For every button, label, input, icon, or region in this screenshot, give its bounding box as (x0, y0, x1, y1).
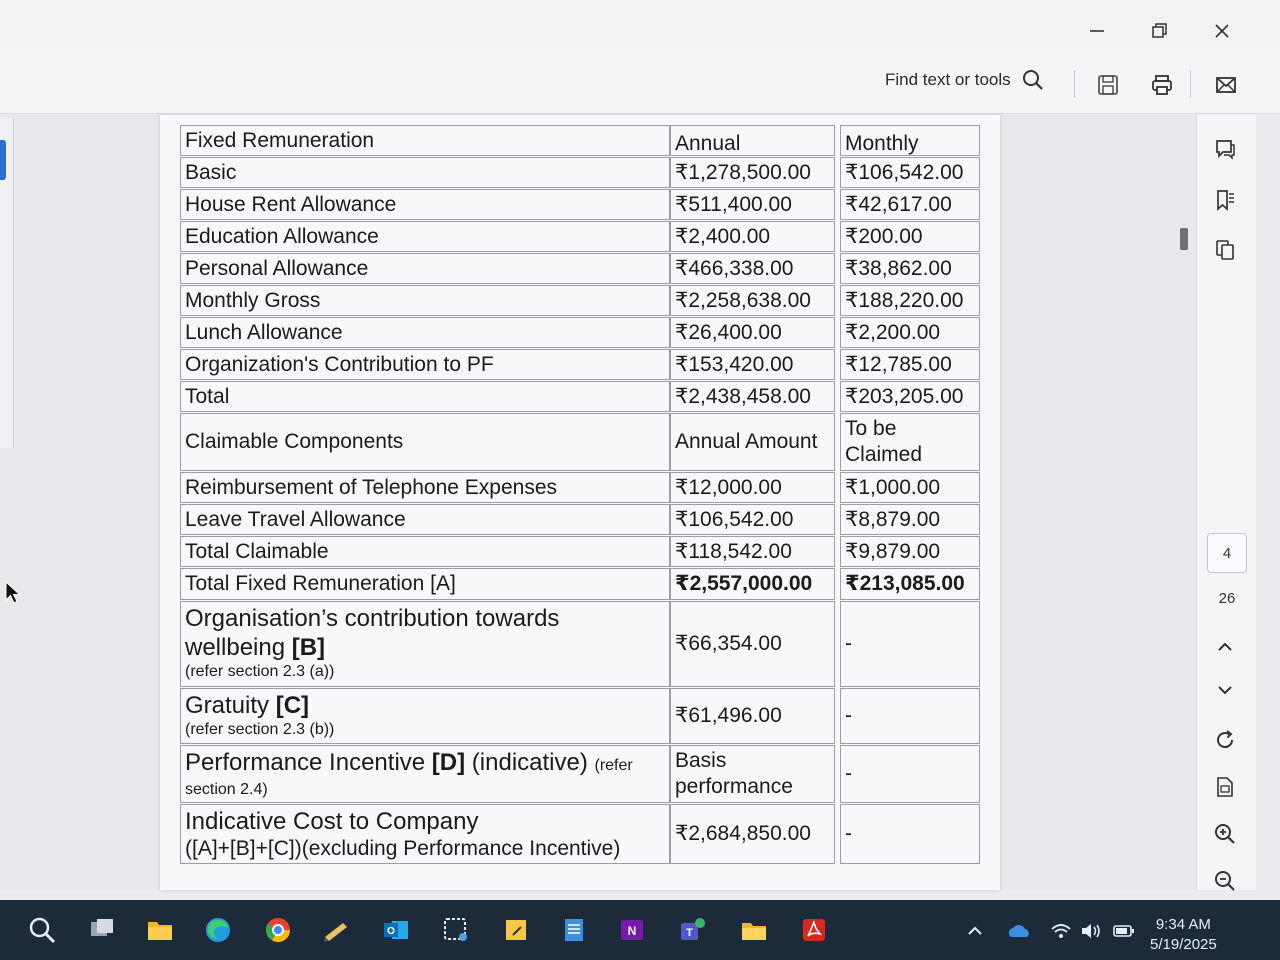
table-cell: Claimable Components (180, 413, 670, 471)
incentive-note: section 2.4) (185, 781, 268, 798)
previous-page-icon[interactable] (1208, 630, 1242, 664)
folder-icon[interactable] (736, 912, 772, 948)
table-cell: Basic (180, 157, 670, 188)
onenote-icon[interactable] (614, 912, 650, 948)
table-cell (670, 745, 835, 803)
incentive-indicative: (indicative) (465, 749, 595, 776)
comment-icon[interactable] (1208, 132, 1242, 166)
table-cell: ₹213,085.00 (840, 568, 980, 600)
table-cell: ₹466,338.00 (670, 253, 835, 284)
incentive-refer: (refer (594, 757, 633, 774)
gratuity-tag: [C] (275, 692, 310, 719)
minimize-button[interactable] (1077, 14, 1117, 48)
zoom-out-icon[interactable] (1208, 864, 1242, 898)
svg-text:O: O (387, 926, 395, 937)
table-cell: ₹8,879.00 (840, 504, 980, 535)
table-cell: ₹2,400.00 (670, 221, 835, 252)
svg-text:T: T (686, 927, 693, 939)
table-header-row (180, 125, 980, 156)
table-cell: ₹2,258,638.00 (670, 285, 835, 316)
table-row-total-fixed (180, 568, 980, 600)
table-cell: ₹118,542.00 (670, 536, 835, 567)
svg-text:N: N (627, 924, 637, 938)
left-panel-indicator (0, 140, 6, 180)
table-cell: Fixed Remuneration (180, 125, 670, 156)
ctc-line1: Indicative Cost to Company (185, 808, 479, 835)
table-row (180, 381, 980, 412)
wellbeing-tag: [B] (291, 634, 326, 661)
edge-browser-icon[interactable] (200, 912, 236, 948)
fit-page-icon[interactable] (1208, 770, 1242, 804)
teams-icon[interactable] (674, 912, 710, 948)
notepad-icon[interactable] (556, 912, 592, 948)
refresh-icon[interactable] (1208, 723, 1242, 757)
find-text-or-tools-button[interactable] (885, 68, 1045, 92)
wellbeing-note: (refer section 2.3 (a)) (185, 663, 335, 680)
table-cell: Personal Allowance (180, 253, 670, 284)
table-cell: ₹511,400.00 (670, 189, 835, 220)
table-row (180, 504, 980, 535)
table-row (180, 349, 980, 380)
close-button[interactable] (1202, 14, 1242, 48)
outlook-icon[interactable] (378, 912, 414, 948)
acrobat-icon[interactable] (796, 912, 832, 948)
table-row (180, 221, 980, 252)
gratuity-note: (refer section 2.3 (b)) (185, 721, 335, 738)
table-cell: Monthly (840, 125, 980, 156)
toolbar (0, 48, 1280, 114)
table-cell: ₹2,557,000.00 (670, 568, 835, 600)
table-cell: Reimbursement of Telephone Expenses (180, 472, 670, 503)
table-cell (180, 688, 670, 744)
search-icon (1021, 68, 1045, 92)
claimed-label: Claimed (845, 443, 923, 466)
mouse-pointer-icon (4, 580, 22, 606)
incentive-tag: [D] (431, 749, 466, 776)
table-cell: ₹106,542.00 (840, 157, 980, 188)
email-icon[interactable] (1211, 70, 1241, 100)
zoom-in-icon[interactable] (1208, 817, 1242, 851)
table-cell: Total Claimable (180, 536, 670, 567)
table-cell: ₹42,617.00 (840, 189, 980, 220)
table-cell: ₹1,000.00 (840, 472, 980, 503)
table-cell: ₹1,278,500.00 (670, 157, 835, 188)
vertical-scrollbar-thumb[interactable] (1180, 228, 1188, 250)
table-cell: ₹2,200.00 (840, 317, 980, 348)
bookmark-list-icon[interactable] (1208, 183, 1242, 217)
table-subheader-row (180, 413, 980, 471)
table-row (180, 189, 980, 220)
table-cell: ₹203,205.00 (840, 381, 980, 412)
table-cell: Organization's Contribution to PF (180, 349, 670, 380)
table-cell (180, 601, 670, 687)
table-cell: ₹12,000.00 (670, 472, 835, 503)
table-row (180, 285, 980, 316)
search-icon[interactable] (24, 912, 60, 948)
wellbeing-line2: wellbeing (185, 634, 292, 661)
table-cell: ₹66,354.00 (670, 601, 835, 687)
wellbeing-line1: Organisation’s contribution towards (185, 605, 560, 632)
pen-app-icon[interactable] (318, 912, 354, 948)
basis-label: Basis (675, 749, 727, 772)
clock-time: 9:34 AM (1155, 916, 1211, 933)
restore-button[interactable] (1140, 14, 1180, 48)
table-cell: ₹61,496.00 (670, 688, 835, 744)
performance-label: performance (675, 775, 793, 798)
incentive-label: Performance Incentive (185, 749, 432, 776)
table-cell: Monthly Gross (180, 285, 670, 316)
toolbar-divider (1074, 70, 1075, 98)
table-cell: ₹188,220.00 (840, 285, 980, 316)
table-cell: - (840, 745, 980, 803)
task-view-icon[interactable] (84, 912, 120, 948)
taskbar-clock[interactable] (1150, 915, 1217, 955)
table-row (180, 472, 980, 503)
table-row (180, 253, 980, 284)
table-cell: House Rent Allowance (180, 189, 670, 220)
table-cell: Annual (670, 125, 835, 156)
print-icon[interactable] (1147, 70, 1177, 100)
table-cell (180, 804, 670, 864)
wifi-icon[interactable] (1050, 922, 1072, 943)
table-cell: - (840, 601, 980, 687)
total-pages-label: 26 (1218, 590, 1236, 607)
table-cell: Lunch Allowance (180, 317, 670, 348)
gratuity-label: Gratuity (185, 692, 276, 719)
table-cell: Education Allowance (180, 221, 670, 252)
table-row (180, 317, 980, 348)
table-cell: Total (180, 381, 670, 412)
table-row (180, 157, 980, 188)
table-cell (180, 745, 670, 803)
next-page-icon[interactable] (1208, 673, 1242, 707)
table-cell: ₹2,684,850.00 (670, 804, 835, 864)
table-row-ctc (180, 804, 980, 864)
table-cell: ₹106,542.00 (670, 504, 835, 535)
table-row (180, 536, 980, 567)
battery-icon[interactable] (1112, 922, 1136, 943)
table-cell: Annual Amount (670, 413, 835, 471)
ctc-line2: ([A]+[B]+[C])(excluding Performance Incentive) (185, 837, 621, 860)
table-cell: Leave Travel Allowance (180, 504, 670, 535)
snipping-tool-icon[interactable] (438, 912, 474, 948)
sticky-notes-icon[interactable] (498, 912, 534, 948)
table-cell (840, 413, 980, 471)
copy-pages-icon[interactable] (1208, 233, 1242, 267)
table-cell: ₹200.00 (840, 221, 980, 252)
show-hidden-icons-chevron-icon[interactable] (966, 922, 984, 943)
table-cell: Total Fixed Remuneration [A] (180, 568, 670, 600)
table-cell: ₹12,785.00 (840, 349, 980, 380)
table-cell: ₹26,400.00 (670, 317, 835, 348)
table-row-incentive (180, 745, 980, 803)
table-cell: - (840, 804, 980, 864)
table-cell: ₹9,879.00 (840, 536, 980, 567)
chrome-browser-icon[interactable] (260, 912, 296, 948)
volume-icon[interactable] (1080, 922, 1104, 943)
table-cell: ₹2,438,458.00 (670, 381, 835, 412)
save-icon[interactable] (1093, 70, 1123, 100)
to-be-label: To be (845, 417, 897, 440)
clock-date: 5/19/2025 (1150, 936, 1217, 953)
onedrive-cloud-icon[interactable] (1006, 922, 1032, 943)
current-page-input[interactable]: 4 (1207, 533, 1247, 573)
find-tools-label: Find text or tools (885, 70, 1011, 89)
file-explorer-icon[interactable] (142, 912, 178, 948)
table-cell: - (840, 688, 980, 744)
table-cell: ₹153,420.00 (670, 349, 835, 380)
table-cell: ₹38,862.00 (840, 253, 980, 284)
table-row-wellbeing (180, 601, 980, 687)
table-row-gratuity (180, 688, 980, 744)
toolbar-divider (1190, 70, 1191, 98)
